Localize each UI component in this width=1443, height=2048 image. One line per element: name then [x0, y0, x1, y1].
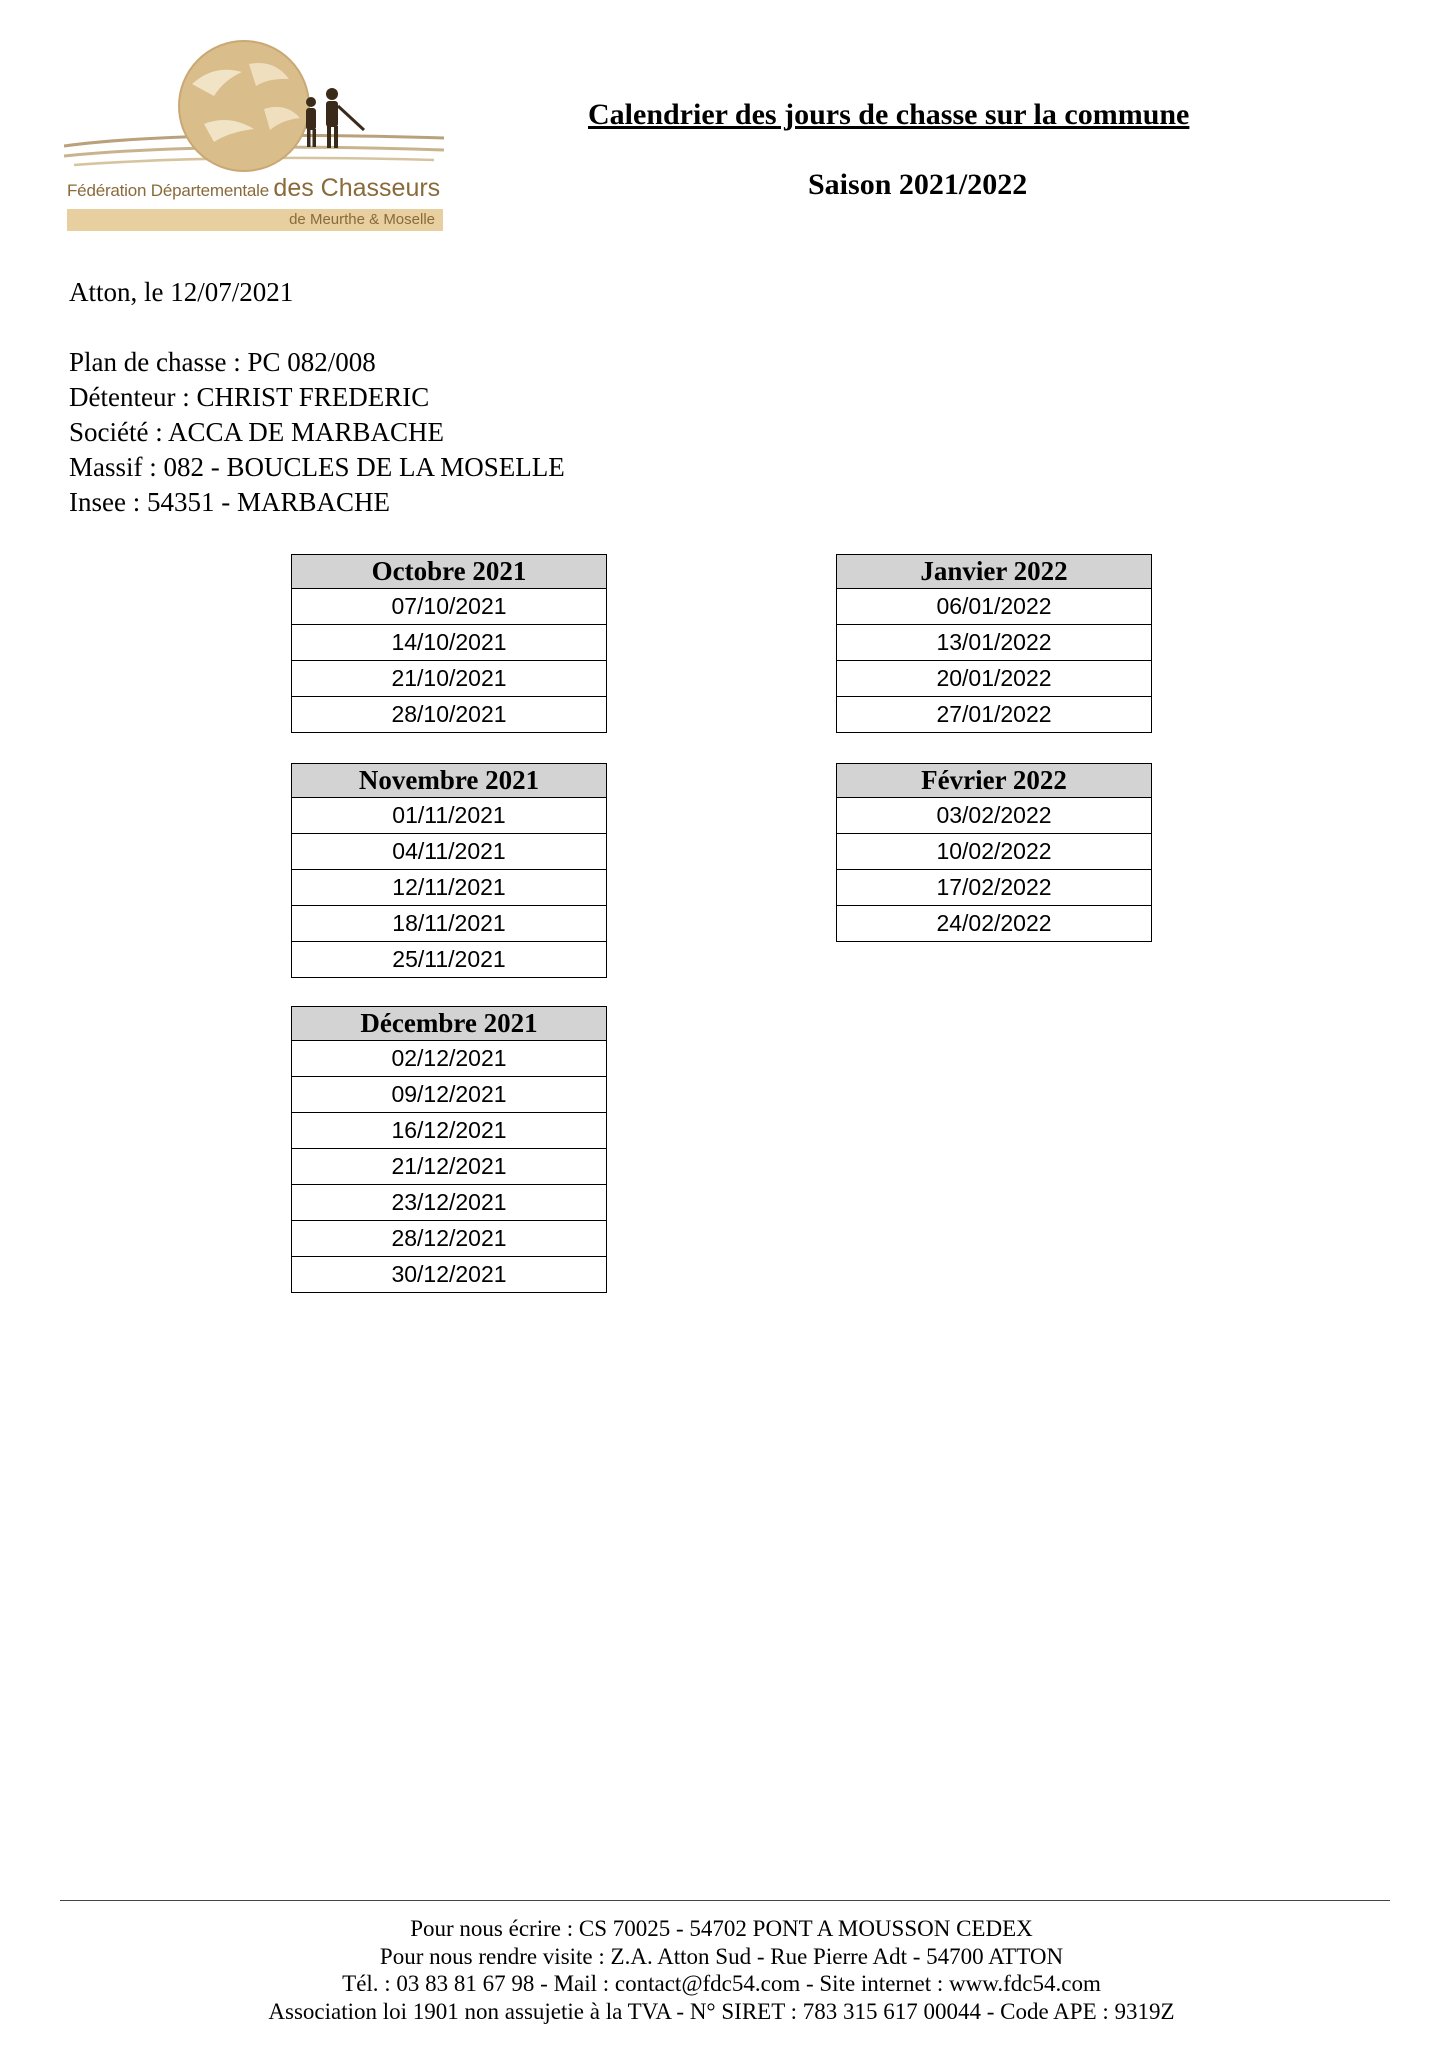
- logo-line1-big: des Chasseurs: [273, 174, 441, 202]
- month-table-octobre: [291, 554, 607, 733]
- footer: [0, 1915, 1443, 2025]
- massif: Massif : 082 - BOUCLES DE LA MOSELLE: [69, 452, 565, 482]
- hunt-date: 20/01/2022: [837, 661, 1151, 697]
- logo-subtitle: de Meurthe & Moselle: [67, 209, 443, 231]
- hunt-date: 17/02/2022: [837, 870, 1151, 906]
- hunt-date: 28/12/2021: [292, 1221, 606, 1257]
- hunters-landscape-icon: [64, 34, 449, 174]
- hunt-date: 16/12/2021: [292, 1113, 606, 1149]
- footer-visit-address: Pour nous rendre visite : Z.A. Atton Sud - Rue Pierre Adt - 54700 ATTON: [379, 1943, 1064, 1969]
- logo-title: [67, 174, 440, 203]
- date-line: Atton, le 12/07/2021: [69, 277, 294, 307]
- hunt-date: 18/11/2021: [292, 906, 606, 942]
- month-table-decembre: [291, 1006, 607, 1293]
- hunt-date: 28/10/2021: [391, 701, 507, 727]
- month-title: Janvier 2022: [837, 555, 1151, 589]
- hunt-date: 21/12/2021: [292, 1149, 606, 1185]
- insee: Insee : 54351 - MARBACHE: [69, 487, 390, 517]
- hunt-date: 07/10/2021: [292, 589, 606, 625]
- month-table-novembre: [291, 763, 607, 978]
- hunt-date: 27/01/2022: [936, 701, 1052, 727]
- hunt-date: 23/12/2021: [292, 1185, 606, 1221]
- month-table-fevrier: [836, 763, 1152, 942]
- month-title: Février 2022: [837, 764, 1151, 798]
- hunt-date: 14/10/2021: [292, 625, 606, 661]
- month-title: Octobre 2021: [292, 555, 606, 589]
- document-title: Calendrier des jours de chasse sur la commune: [588, 98, 1190, 131]
- societe: Société : ACCA DE MARBACHE: [69, 417, 445, 447]
- plan-de-chasse: Plan de chasse : PC 082/008: [69, 347, 376, 377]
- footer-legal: Association loi 1901 non assujetie à la TVA - N° SIRET : 783 315 617 00044 - Code APE : 9319Z: [268, 1998, 1175, 2024]
- hunt-date: 12/11/2021: [292, 870, 606, 906]
- footer-contact: Tél. : 03 83 81 67 98 - Mail : contact@fdc54.com - Site internet : www.fdc54.com: [342, 1971, 1101, 1996]
- month-title: Novembre 2021: [292, 764, 606, 798]
- footer-divider: [60, 1900, 1390, 1901]
- federation-logo: [64, 34, 449, 230]
- hunt-date: 21/10/2021: [292, 661, 606, 697]
- month-title: Décembre 2021: [292, 1007, 606, 1041]
- hunt-date: 02/12/2021: [292, 1041, 606, 1077]
- footer-postal-address: Pour nous écrire : CS 70025 - 54702 PONT A MOUSSON CEDEX: [410, 1916, 1033, 1941]
- detenteur: Détenteur : CHRIST FREDERIC: [69, 382, 430, 412]
- hunt-info: [69, 345, 565, 520]
- month-table-janvier: [836, 554, 1152, 733]
- season-title: Saison 2021/2022: [808, 168, 1028, 201]
- hunt-date: 09/12/2021: [292, 1077, 606, 1113]
- hunt-date: 13/01/2022: [837, 625, 1151, 661]
- logo-line1-small: Fédération Départementale: [67, 181, 269, 200]
- hunt-date: 10/02/2022: [837, 834, 1151, 870]
- hunt-date: 24/02/2022: [936, 910, 1052, 936]
- hunt-date: 25/11/2021: [392, 946, 506, 972]
- hunt-date: 06/01/2022: [837, 589, 1151, 625]
- hunt-date: 30/12/2021: [391, 1261, 507, 1287]
- hunt-date: 01/11/2021: [292, 798, 606, 834]
- hunt-date: 04/11/2021: [292, 834, 606, 870]
- hunt-date: 03/02/2022: [837, 798, 1151, 834]
